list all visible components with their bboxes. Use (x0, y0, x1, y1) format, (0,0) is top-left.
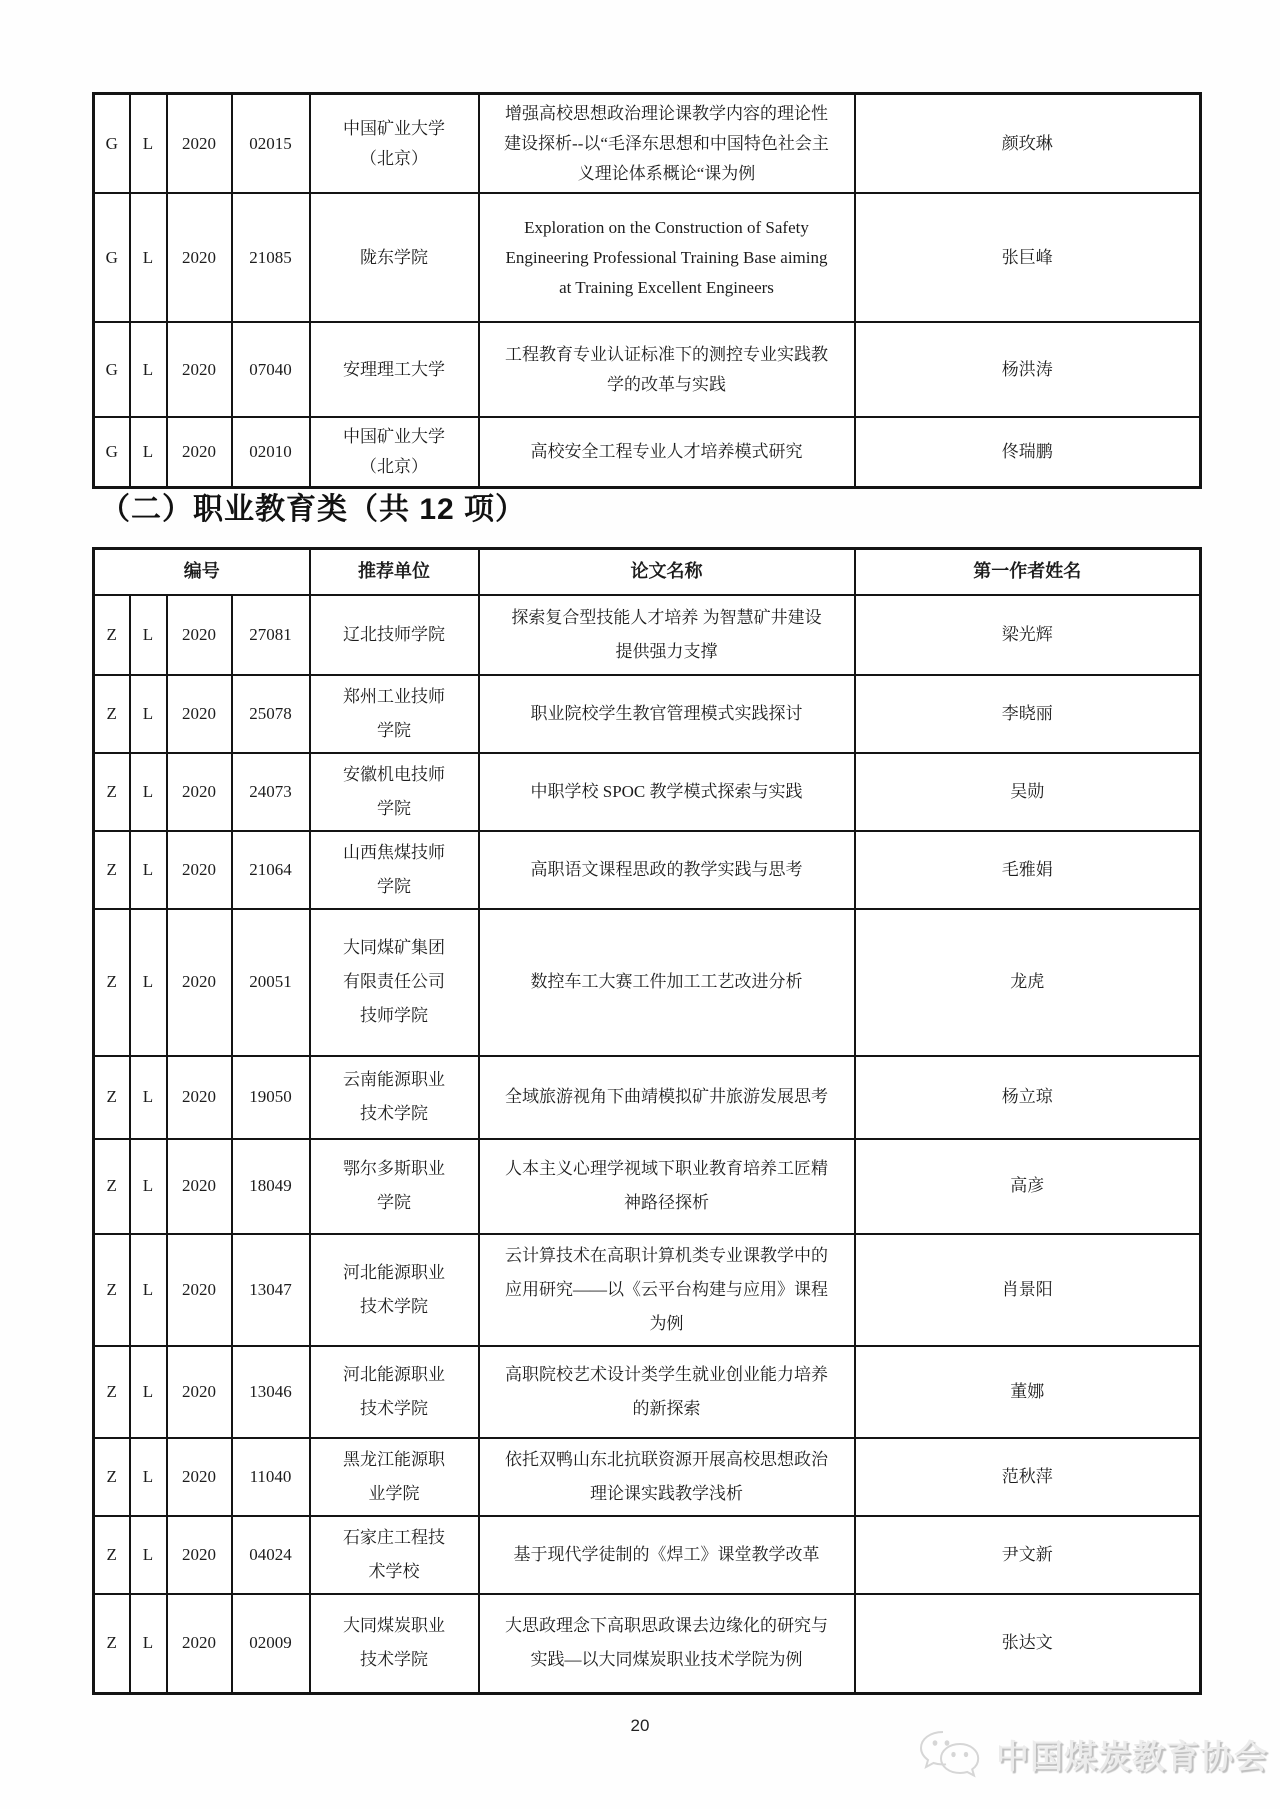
cell-year: 2020 (167, 753, 232, 831)
watermark (916, 1724, 1268, 1784)
table-row (94, 675, 1201, 753)
table-row (94, 1234, 1201, 1346)
cell-unit: 大同煤矿集团有限责任公司技师学院 (310, 909, 479, 1056)
table-row (94, 753, 1201, 831)
cell-year: 2020 (167, 595, 232, 675)
cell-title: 探索复合型技能人才培养 为智慧矿井建设提供强力支撑 (479, 595, 855, 675)
cell-type: G (94, 417, 130, 487)
cell-type: Z (94, 1438, 130, 1516)
page-number: 20 (630, 1716, 650, 1735)
table-row (94, 94, 1201, 194)
table-row (94, 1056, 1201, 1139)
cell-type: Z (94, 909, 130, 1056)
cell-type: Z (94, 1056, 130, 1139)
cell-title: 全域旅游视角下曲靖模拟矿井旅游发展思考 (479, 1056, 855, 1139)
cell-unit: 陇东学院 (310, 193, 479, 322)
table-row (94, 1346, 1201, 1438)
cell-type: Z (94, 1346, 130, 1438)
cell-title: 增强高校思想政治理论课教学内容的理论性建设探析--以“毛泽东思想和中国特色社会主义理论体系概论“课为例 (479, 94, 855, 194)
cell-year: 2020 (167, 193, 232, 322)
cell-type: Z (94, 1516, 130, 1594)
cell-title: 高职语文课程思政的教学实践与思考 (479, 831, 855, 909)
table-row (94, 595, 1201, 675)
header-title: 论文名称 (479, 549, 855, 595)
table-row (94, 1516, 1201, 1594)
cell-author: 张达文 (855, 1594, 1201, 1694)
cell-year: 2020 (167, 1234, 232, 1346)
table-header-row (94, 549, 1201, 595)
cell-type: Z (94, 831, 130, 909)
cell-type: G (94, 322, 130, 417)
cell-unit: 辽北技师学院 (310, 595, 479, 675)
continued-award-table (92, 92, 1202, 489)
cell-year: 2020 (167, 94, 232, 194)
cell-code: 25078 (232, 675, 310, 753)
cell-code: 02010 (232, 417, 310, 487)
cell-title: 工程教育专业认证标准下的测控专业实践教学的改革与实践 (479, 322, 855, 417)
cell-author: 李晓丽 (855, 675, 1201, 753)
cell-title: 职业院校学生教官管理模式实践探讨 (479, 675, 855, 753)
cell-author: 张巨峰 (855, 193, 1201, 322)
cell-author: 佟瑞鹏 (855, 417, 1201, 487)
cell-year: 2020 (167, 1516, 232, 1594)
cell-type: G (94, 193, 130, 322)
cell-type: G (94, 94, 130, 194)
cell-code: 04024 (232, 1516, 310, 1594)
cell-title: 高职院校艺术设计类学生就业创业能力培养的新探索 (479, 1346, 855, 1438)
cell-code: 13047 (232, 1234, 310, 1346)
cell-title: 中职学校 SPOC 教学模式探索与实践 (479, 753, 855, 831)
cell-level: L (130, 1594, 167, 1694)
cell-level: L (130, 193, 167, 322)
cell-code: 20051 (232, 909, 310, 1056)
cell-year: 2020 (167, 831, 232, 909)
cell-type: Z (94, 675, 130, 753)
cell-author: 龙虎 (855, 909, 1201, 1056)
cell-level: L (130, 753, 167, 831)
cell-type: Z (94, 1139, 130, 1234)
cell-code: 21064 (232, 831, 310, 909)
cell-unit: 山西焦煤技师学院 (310, 831, 479, 909)
cell-author: 肖景阳 (855, 1234, 1201, 1346)
cell-author: 尹文新 (855, 1516, 1201, 1594)
cell-title: Exploration on the Construction of Safety Engineering Professional Training Base aiming at Training Excellent Engineers (479, 193, 855, 322)
cell-code: 27081 (232, 595, 310, 675)
cell-type: Z (94, 753, 130, 831)
cell-level: L (130, 1438, 167, 1516)
cell-title: 人本主义心理学视域下职业教育培养工匠精神路径探析 (479, 1139, 855, 1234)
cell-year: 2020 (167, 417, 232, 487)
cell-author: 范秋萍 (855, 1438, 1201, 1516)
cell-level: L (130, 1056, 167, 1139)
cell-unit: 安理理工大学 (310, 322, 479, 417)
cell-title: 基于现代学徒制的《焊工》课堂教学改革 (479, 1516, 855, 1594)
cell-title: 数控车工大赛工件加工工艺改进分析 (479, 909, 855, 1056)
cell-level: L (130, 595, 167, 675)
table-row (94, 831, 1201, 909)
header-id: 编号 (94, 549, 310, 595)
section-heading: （二）职业教育类（共 12 项） (100, 493, 527, 526)
wechat-icon (916, 1728, 986, 1780)
cell-year: 2020 (167, 675, 232, 753)
cell-unit: 中国矿业大学（北京） (310, 417, 479, 487)
cell-year: 2020 (167, 1346, 232, 1438)
cell-level: L (130, 1139, 167, 1234)
cell-title: 大思政理念下高职思政课去边缘化的研究与实践—以大同煤炭职业技术学院为例 (479, 1594, 855, 1694)
cell-level: L (130, 94, 167, 194)
vocational-award-table (92, 547, 1202, 1695)
cell-unit: 石家庄工程技术学校 (310, 1516, 479, 1594)
cell-code: 24073 (232, 753, 310, 831)
table-row (94, 193, 1201, 322)
cell-code: 11040 (232, 1438, 310, 1516)
cell-title: 云计算技术在高职计算机类专业课教学中的应用研究——以《云平台构建与应用》课程为例 (479, 1234, 855, 1346)
cell-type: Z (94, 1594, 130, 1694)
cell-year: 2020 (167, 1594, 232, 1694)
cell-code: 13046 (232, 1346, 310, 1438)
cell-level: L (130, 831, 167, 909)
cell-unit: 中国矿业大学（北京） (310, 94, 479, 194)
cell-unit: 安徽机电技师学院 (310, 753, 479, 831)
cell-year: 2020 (167, 322, 232, 417)
cell-level: L (130, 1234, 167, 1346)
cell-author: 吴勋 (855, 753, 1201, 831)
cell-author: 杨立琼 (855, 1056, 1201, 1139)
table-row (94, 909, 1201, 1056)
table-row (94, 1139, 1201, 1234)
cell-author: 高彦 (855, 1139, 1201, 1234)
cell-title: 依托双鸭山东北抗联资源开展高校思想政治理论课实践教学浅析 (479, 1438, 855, 1516)
cell-code: 02009 (232, 1594, 310, 1694)
cell-code: 18049 (232, 1139, 310, 1234)
cell-unit: 云南能源职业技术学院 (310, 1056, 479, 1139)
cell-code: 07040 (232, 322, 310, 417)
cell-unit: 河北能源职业技术学院 (310, 1346, 479, 1438)
cell-level: L (130, 1516, 167, 1594)
cell-year: 2020 (167, 1139, 232, 1234)
cell-unit: 鄂尔多斯职业学院 (310, 1139, 479, 1234)
cell-level: L (130, 675, 167, 753)
table-row (94, 1594, 1201, 1694)
cell-year: 2020 (167, 1056, 232, 1139)
cell-level: L (130, 1346, 167, 1438)
table-row (94, 417, 1201, 487)
cell-unit: 郑州工业技师学院 (310, 675, 479, 753)
cell-year: 2020 (167, 909, 232, 1056)
cell-level: L (130, 417, 167, 487)
cell-type: Z (94, 595, 130, 675)
cell-level: L (130, 322, 167, 417)
cell-code: 02015 (232, 94, 310, 194)
cell-author: 梁光辉 (855, 595, 1201, 675)
cell-level: L (130, 909, 167, 1056)
cell-type: Z (94, 1234, 130, 1346)
table-row (94, 322, 1201, 417)
table-row (94, 1438, 1201, 1516)
header-author: 第一作者姓名 (855, 549, 1201, 595)
cell-author: 杨洪涛 (855, 322, 1201, 417)
cell-title: 高校安全工程专业人才培养模式研究 (479, 417, 855, 487)
cell-unit: 河北能源职业技术学院 (310, 1234, 479, 1346)
header-unit: 推荐单位 (310, 549, 479, 595)
cell-code: 19050 (232, 1056, 310, 1139)
cell-code: 21085 (232, 193, 310, 322)
cell-unit: 黑龙江能源职业学院 (310, 1438, 479, 1516)
cell-author: 董娜 (855, 1346, 1201, 1438)
watermark-text: 中国煤炭教育协会 (996, 1737, 1268, 1775)
cell-year: 2020 (167, 1438, 232, 1516)
cell-unit: 大同煤炭职业技术学院 (310, 1594, 479, 1694)
cell-author: 毛雅娟 (855, 831, 1201, 909)
cell-author: 颜玫琳 (855, 94, 1201, 194)
